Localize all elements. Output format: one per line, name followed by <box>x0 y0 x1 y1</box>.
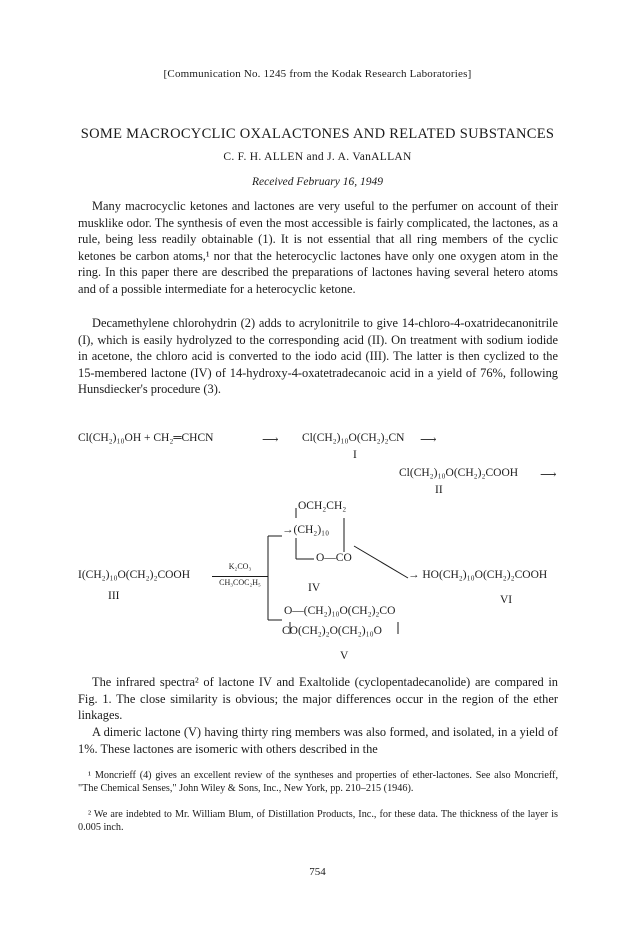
hydroxy-arrow-glyph: → <box>408 569 423 581</box>
article-title: SOME MACROCYCLIC OXALACTONES AND RELATED SUBSTANCES <box>80 126 555 142</box>
footnote-1: ¹ Moncrieff (4) gives an excellent review of the syntheses and properties of ether-lactones. See also Moncrieff, "The Chemical Senses," John Wiley & Sons, Inc., New York, pp. 210–215 (1946). <box>78 770 558 794</box>
label-compound-V: V <box>340 650 349 662</box>
lactone-ch2-10 <box>282 524 329 536</box>
reagent-methyl-ethyl-ketone: CH₃COC₂H₅ <box>212 576 268 587</box>
eq1-arrow: ⟶ <box>262 434 279 446</box>
communication-header: [Communication No. 1245 from the Kodak Research Laboratories] <box>163 68 472 80</box>
hydroxy-acid <box>408 569 547 581</box>
dimer-bottom-chain: CO(CH₂)₂O(CH₂)₁₀O <box>282 625 382 637</box>
paragraph-dimer: A dimeric lactone (V) having thirty ring members was also formed, and isolated, in a yield of 1%. These lactones are isomeric with others described in the <box>78 725 558 756</box>
label-compound-IV: IV <box>308 582 321 594</box>
lactone-arrow-glyph: → <box>282 524 294 536</box>
reagent-potassium-carbonate: K₂CO₃ <box>228 562 252 571</box>
label-compound-VI: VI <box>500 594 513 606</box>
hydroxy-acid-text: HO(CH₂)₁₀O(CH₂)₂COOH <box>422 569 548 581</box>
page-number: 754 <box>309 866 326 878</box>
eq2-arrow: ⟶ <box>540 469 557 481</box>
authors: C. F. H. ALLEN and J. A. VanALLAN <box>223 151 412 163</box>
footnote-2: ² We are indebted to Mr. William Blum, of Distillation Products, Inc., for these data. The thickness of the layer is 0.005 inch. <box>78 809 558 833</box>
iodo-acid: I(CH₂)₁₀O(CH₂)₂COOH <box>78 569 191 581</box>
eq2-chloro-acid: Cl(CH₂)₁₀O(CH₂)₂COOH <box>399 467 519 479</box>
lactone-och2ch2: OCH₂CH₂ <box>298 500 347 512</box>
label-compound-III: III <box>108 590 120 602</box>
lactone-o-co: O—CO <box>316 552 352 564</box>
eq1-product-nitrile: Cl(CH₂)₁₀O(CH₂)₂CN <box>302 432 405 444</box>
received-date: Received February 16, 1949 <box>252 176 383 188</box>
paragraph-intro: Many macrocyclic ketones and lactones are very useful to the perfumer on account of their musklike odor. The synthesis of even the most accessible is fairly complicated, the lactones, as a rule, being less readily obtainable (1). It is not essential that all ring members of the cyclic ketones be carbon atoms,¹ nor that the heterocyclic lactones have only one oxygen atom in the ring. In this paper there are described the preparations of lactones having several hetero atoms and of a possible intermediate for a heterocyclic ketone. <box>78 199 558 296</box>
lactone-ch2-10-text: (CH₂)₁₀ <box>293 524 330 536</box>
label-compound-I: I <box>353 449 357 461</box>
label-compound-II: II <box>435 484 443 496</box>
eq1-arrow-2: ⟶ <box>420 434 437 446</box>
paragraph-synthesis: Decamethylene chlorohydrin (2) adds to acrylonitrile to give 14-chloro-4-oxatridecanonitrile (I), which is easily hydrolyzed to the corresponding acid (II). On treatment with sodium iodide in acetone, the chloro acid is converted to the iodo acid (III). The latter is then cyclized to the 15-membered lactone (IV) of 14-hydroxy-4-oxatetradecanoic acid in a yield of 76%, following Hunsdiecker's procedure (3). <box>78 316 558 397</box>
eq1-reactants: Cl(CH₂)₁₀OH + CH₂═CHCN <box>78 432 214 444</box>
dimer-top-chain: O—(CH₂)₁₀O(CH₂)₂CO <box>284 605 396 617</box>
paragraph-infrared: The infrared spectra² of lactone IV and Exaltolide (cyclopentadecanolide) are compared in Fig. 1. The close similarity is obvious; the major differences occur in the region of the ether linkages. <box>78 675 558 723</box>
